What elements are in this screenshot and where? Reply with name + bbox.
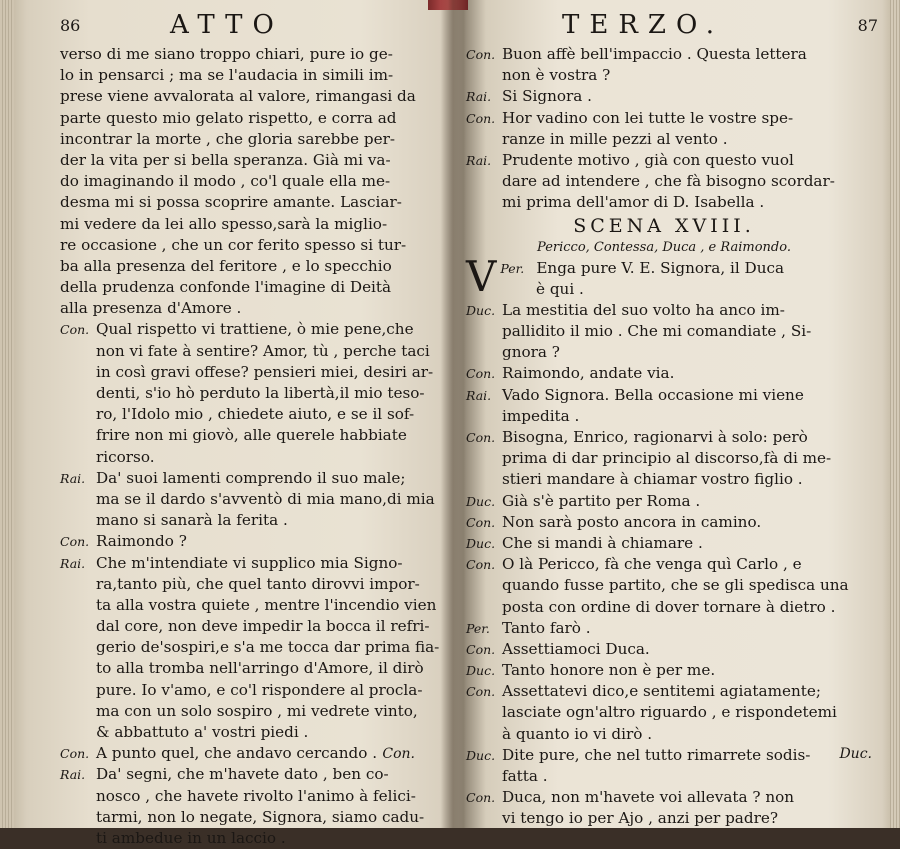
line-text: dare ad intendere , che fà bisogno scordar-: [502, 172, 835, 191]
text-line: [60, 764, 445, 785]
line-text: della prudenza confonde l'imagine di Deità: [60, 278, 392, 297]
text-line: [466, 575, 862, 596]
text-line: [466, 448, 862, 469]
line-text: & abbattuto a' vostri piedi .: [96, 723, 309, 741]
speaker-label: Con.: [60, 534, 90, 550]
line-text: Da' suoi lamenti comprendo il suo male;: [96, 468, 406, 487]
speaker-label: Con.: [466, 47, 496, 62]
text-line: [60, 616, 445, 637]
line-text: Non sarà posto ancora in camino.: [502, 512, 762, 531]
text-line: [60, 404, 445, 425]
line-text: Vado Signora. Bella occasione mi viene: [502, 385, 804, 404]
text-line: [466, 300, 862, 321]
left-page-edge: [0, 0, 14, 828]
line-text: lo in pensarci ; ma se l'audacia in simili im-: [60, 66, 394, 85]
text-line: [60, 574, 445, 595]
line-text: Qual rispetto vi trattiene, ò mie pene,che: [96, 320, 414, 339]
line-text: denti, s'io hò perduto la libertà,il mio teso-: [96, 384, 425, 402]
speaker-label: Con.: [466, 790, 496, 806]
line-text: nosco , che havete rivolto l'animo à felici-: [96, 786, 416, 805]
text-line: [466, 44, 862, 65]
running-head: TERZO.: [562, 10, 725, 40]
speaker-label: Con.: [466, 110, 496, 126]
text-line: [466, 108, 862, 129]
text-line: [60, 256, 445, 277]
right-page: [466, 0, 878, 828]
line-text: frire non mi giovò, alle querele habbiate: [96, 426, 407, 445]
text-line: [60, 807, 445, 828]
line-text: non vi fate à sentire? Amor, tù , perche taci: [96, 341, 430, 360]
right-page-text: [466, 44, 862, 830]
line-text: Raimondo ?: [96, 532, 187, 551]
text-line: [60, 553, 445, 574]
line-text: impedita .: [502, 406, 580, 425]
line-text: non è vostra ?: [502, 66, 611, 85]
text-line: [60, 108, 445, 129]
text-line: [466, 787, 862, 808]
line-text: Hor vadino con lei tutte le vostre spe-: [502, 108, 794, 127]
line-text: dal core, non deve impedir la bocca il refri-: [96, 617, 430, 636]
text-line: [60, 319, 445, 340]
text-line: [60, 171, 445, 192]
line-text: to alla tromba nell'arringo d'Amore, il dirò: [96, 659, 424, 678]
text-line: [60, 214, 445, 235]
speaker-label: Per.: [500, 260, 525, 276]
text-line: [60, 637, 445, 658]
scene-cast: Pericco, Contessa, Duca , e Raimondo.: [537, 239, 791, 255]
line-text: Già s'è partito per Roma .: [502, 491, 701, 510]
line-text: A punto quel, che andavo cercando .: [96, 744, 378, 763]
text-line: [466, 279, 862, 300]
text-line: [466, 597, 862, 618]
text-line: [60, 786, 445, 807]
speaker-label: Per.: [466, 620, 490, 636]
line-text: stieri mandare à chiamar vostro figlio .: [502, 470, 803, 489]
text-line: [466, 491, 862, 512]
line-text: ra,tanto più, che quel tanto dirovvi impor-: [96, 574, 420, 593]
running-head: ATTO: [170, 10, 284, 40]
line-text: verso di me siano troppo chiari, pure io ge-: [60, 45, 393, 63]
line-text: lasciate ogn'altro riguardo , e rispondetemi: [502, 703, 837, 722]
line-text: alla presenza d'Amore .: [60, 299, 242, 318]
line-text: gerio de'sospiri,e s'a me tocca dar prima fia-: [96, 638, 440, 657]
text-line: [466, 150, 862, 171]
catchword: Con.: [382, 746, 415, 762]
speaker-label: Con.: [466, 684, 496, 700]
text-line: [60, 341, 445, 362]
text-line: [466, 618, 862, 639]
text-line: [466, 554, 862, 575]
speaker-label: Rai.: [466, 89, 492, 105]
text-line: [466, 406, 862, 427]
line-text: fatta .: [502, 767, 548, 785]
line-text: à quanto io vi dirò .: [502, 724, 653, 743]
text-line: [60, 447, 445, 468]
speaker-label: Duc.: [466, 302, 496, 318]
text-line: [466, 660, 862, 681]
speaker-label: Con.: [466, 366, 496, 382]
speaker-label: Duc.: [466, 663, 496, 679]
line-text: pallidito il mio . Che mi comandiate , Si-: [502, 322, 812, 341]
line-text: Buon affè bell'impaccio . Questa lettera: [502, 45, 807, 63]
line-text: desma mi si possa scoprire amante. Lasciar-: [60, 193, 402, 212]
left-page: [60, 0, 445, 847]
line-text: ranze in mille pezzi al vento .: [502, 129, 728, 148]
speaker-label: Duc.: [466, 747, 496, 763]
speaker-label: Con.: [466, 514, 496, 530]
text-line: [60, 722, 445, 743]
text-line: [466, 65, 862, 86]
text-line: [60, 658, 445, 679]
line-text: ta alla vostra quiete , mentre l'incendio vien: [96, 595, 437, 614]
line-text: Enga pure V. E. Signora, il Duca: [536, 258, 785, 277]
page-number: 87: [857, 16, 878, 35]
text-line: [466, 681, 862, 702]
line-text: do imaginando il modo , co'l quale ella me-: [60, 172, 391, 191]
line-text: ba alla presenza del feritore , e lo specchio: [60, 256, 392, 275]
line-text: prese viene avvalorata al valore, rimangasi da: [60, 87, 416, 106]
line-text: mi vedere da lei allo spesso,sarà la miglio-: [60, 214, 388, 233]
text-line: [466, 171, 862, 192]
text-line: [60, 701, 445, 722]
page-number: 86: [60, 16, 81, 35]
text-line: [466, 192, 862, 213]
speaker-label: Con.: [466, 641, 496, 657]
line-text: O là Pericco, fà che venga quì Carlo , e: [502, 555, 802, 574]
text-line: [466, 469, 862, 490]
scene-title: SCENA XVIII.: [573, 214, 755, 237]
left-header: [60, 10, 445, 44]
speaker-label: Duc.: [466, 535, 496, 551]
line-text: Bisogna, Enrico, ragionarvi à solo: però: [502, 428, 808, 446]
text-line: [60, 44, 445, 65]
line-text: mi prima dell'amor di D. Isabella .: [502, 193, 765, 212]
line-text: posta con ordine di dover tornare à dietro .: [502, 597, 836, 616]
text-line: [466, 363, 862, 384]
line-text: Assettiamoci Duca.: [502, 639, 650, 658]
line-text: Duca, non m'havete voi allevata ? non: [502, 788, 795, 807]
left-page-text: [60, 44, 445, 849]
text-line: [466, 427, 862, 448]
text-line: [466, 342, 862, 363]
line-text: La mestitia del suo volto ha anco im-: [502, 300, 785, 319]
line-text: Da' segni, che m'havete dato , ben co-: [96, 765, 389, 784]
line-text: ro, l'Idolo mio , chiedete aiuto, e se il sof-: [96, 405, 415, 424]
speaker-label: Rai.: [60, 555, 86, 571]
text-line: [60, 65, 445, 86]
text-line: [466, 808, 862, 829]
speaker-label: Con.: [60, 746, 90, 762]
line-text: tarmi, non lo negate, Signora, siamo cadu-: [96, 807, 425, 826]
text-line: [60, 362, 445, 383]
text-line: [60, 595, 445, 616]
right-header: [466, 10, 878, 44]
line-text: re occasione , che un cor ferito spesso si tur-: [60, 235, 407, 254]
speaker-label: Con.: [60, 322, 90, 338]
text-line: [60, 277, 445, 298]
line-text: Si Signora .: [502, 87, 592, 106]
text-line: [466, 129, 862, 150]
speaker-label: Rai.: [466, 387, 492, 403]
text-line: [60, 235, 445, 256]
line-text: ma con un solo sospiro , mi vedrete vinto,: [96, 701, 418, 720]
speaker-label: Con.: [466, 557, 496, 573]
line-text: ma se il dardo s'avventò di mia mano,di mia: [96, 489, 435, 508]
line-text: Tanto honore non è per me.: [502, 661, 716, 680]
line-text: prima di dar principio al discorso,fà di me-: [502, 449, 832, 468]
text-line: [60, 680, 445, 701]
text-line: [60, 298, 445, 319]
line-text: ti ambedue in un laccio .: [96, 828, 286, 847]
text-line: [466, 639, 862, 660]
line-text: Assettatevi dico,e sentitemi agiatamente;: [502, 682, 821, 701]
line-text: incontrar la morte , che gloria sarebbe per-: [60, 129, 395, 148]
line-text: Raimondo, andate via.: [502, 364, 675, 383]
text-line: [466, 385, 862, 406]
line-text: der la vita per si bella speranza. Già mi va-: [60, 150, 391, 169]
line-text: ricorso.: [96, 447, 155, 466]
line-text: in così gravi offese? pensieri miei, desiri ar-: [96, 362, 434, 381]
text-line: [60, 425, 445, 446]
line-text: Prudente motivo , già con questo vuol: [502, 150, 794, 169]
drop-cap: V: [466, 251, 497, 301]
text-line: [60, 129, 445, 150]
line-text: pure. Io v'amo, e co'l rispondere al procla-: [96, 680, 423, 699]
right-page-edge: [890, 0, 900, 828]
line-text: è qui .: [536, 279, 584, 298]
text-line: [60, 383, 445, 404]
text-line: [466, 724, 862, 745]
text-line: [60, 150, 445, 171]
line-text: vi tengo io per Ajo , anzi per padre?: [502, 809, 778, 828]
text-line: [60, 510, 445, 531]
text-line: [466, 86, 862, 107]
text-line: [466, 512, 862, 533]
line-text: quando fusse partito, che se gli spedisca una: [502, 576, 849, 595]
line-text: gnora ?: [502, 343, 560, 362]
text-line: [466, 702, 862, 723]
text-line: [466, 533, 862, 554]
speaker-label: Rai.: [466, 152, 492, 168]
text-line: [466, 766, 862, 787]
text-line: [60, 489, 445, 510]
line-text: parte questo mio gelato rispetto, e corra ad: [60, 108, 397, 127]
catchword: Duc.: [839, 746, 872, 762]
speaker-label: Duc.: [466, 493, 496, 509]
line-text: Dite pure, che nel tutto rimarrete sodis-: [502, 745, 811, 764]
text-line: [466, 745, 862, 766]
speaker-label: Rai.: [60, 767, 86, 783]
line-text: Che m'intendiate vi supplico mia Signo-: [96, 553, 403, 572]
speaker-label: Con.: [466, 430, 496, 445]
line-text: mano si sanarà la ferita .: [96, 511, 288, 530]
text-line: [60, 828, 445, 849]
speaker-label: Rai.: [60, 470, 86, 486]
line-text: Che si mandi à chiamare .: [502, 533, 703, 552]
text-line: [60, 468, 445, 489]
text-line: [466, 321, 862, 342]
text-line: [60, 86, 445, 107]
text-line: [60, 192, 445, 213]
line-text: Tanto farò .: [502, 618, 591, 637]
text-line: [60, 531, 445, 552]
